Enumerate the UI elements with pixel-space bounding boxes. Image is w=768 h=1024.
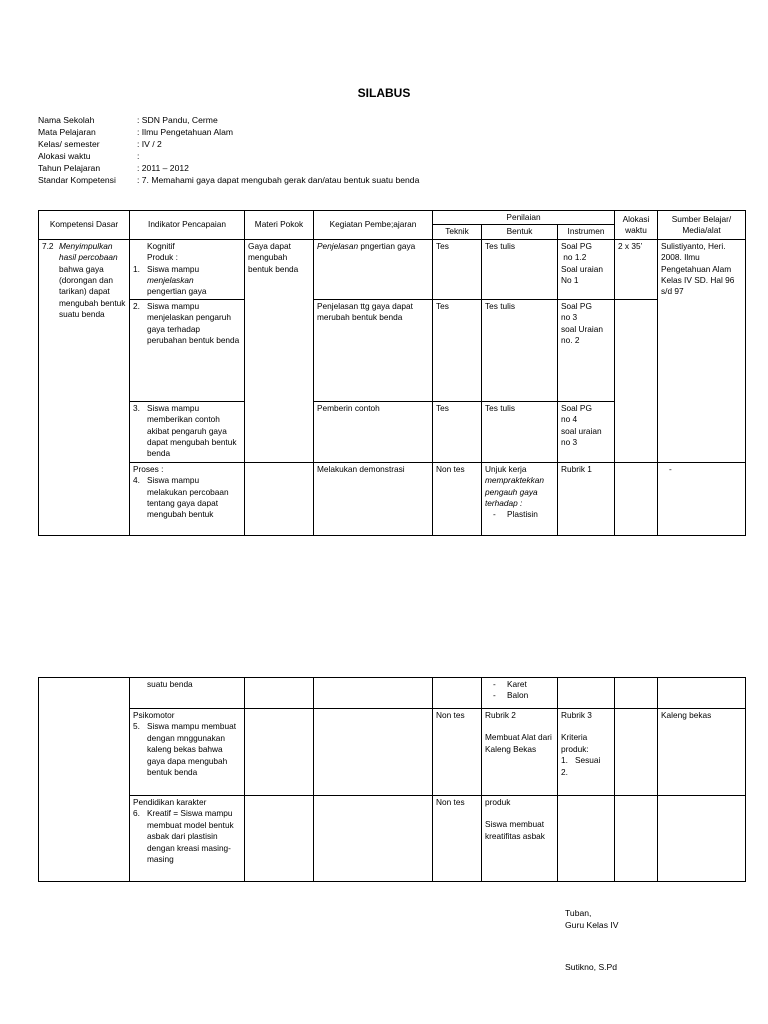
info-label: Standar Kompetensi <box>38 175 116 185</box>
table-row <box>39 678 746 709</box>
kegiatan-2: Penjelasan ttg gaya dapat merubah bentuk benda <box>314 299 433 401</box>
alokasi-2 <box>615 299 658 462</box>
instrumen-line: Soal uraian <box>561 263 603 274</box>
indicator-text: Siswa mampu menjelaskan pengaruh gaya terhadap perubahan bentuk benda <box>147 300 240 346</box>
info-value: : Ilmu Pengetahuan Alam <box>137 127 234 137</box>
indicator-number: 4. <box>133 475 140 486</box>
materi-5 <box>245 678 314 709</box>
indicator-number: 2. <box>133 300 140 311</box>
header-sumber-line2: Media/alat <box>682 224 721 235</box>
bentuk-title: Unjuk kerja <box>485 463 527 474</box>
kegiatan-1 <box>314 239 433 299</box>
syllabus-table-page-1 <box>38 210 746 536</box>
bentuk-1: Tes tulis <box>482 239 558 299</box>
instrumen-desc: Kriteria produk: <box>561 732 589 754</box>
instrumen-item: Sesuai <box>575 755 601 766</box>
instrumen-2 <box>558 299 615 401</box>
syllabus-table-page-2 <box>38 677 746 882</box>
alokasi-1: 2 x 35’ <box>615 239 658 299</box>
table-row <box>39 239 746 299</box>
header-sumber-line1: Sumber Belajar/ <box>671 213 732 224</box>
alokasi-5 <box>615 678 658 709</box>
indicator-group: Kognitif <box>147 240 175 251</box>
kd-italic: Menyimpulkan hasil percobaan <box>59 240 118 263</box>
kegiatan-rest: pngertian gaya <box>358 240 416 251</box>
indicator-text-c: pengertian gaya <box>147 286 207 297</box>
bentuk-3: Tes tulis <box>482 401 558 462</box>
header-alokasi <box>615 211 658 240</box>
materi-6 <box>245 709 314 796</box>
instrumen-line: no 1.2 <box>561 252 587 263</box>
indicator-group: Pendidikan karakter <box>133 797 207 807</box>
indicator-6 <box>130 796 245 882</box>
teknik-2: Tes <box>433 299 482 401</box>
info-value: : 7. Memahami gaya dapat mengubah gerak dan/atau bentuk suatu benda <box>137 175 420 185</box>
sumber-5 <box>658 678 746 709</box>
kegiatan-3: Pemberin contoh <box>314 401 433 462</box>
bentuk-title: produk <box>485 797 511 807</box>
indicator-text: Kreatif = Siswa mampu membuat model bentuk asbak dari plastisin dengan kreasi masing-masing <box>147 808 234 865</box>
sumber-6: Kaleng bekas <box>658 709 746 796</box>
info-value: : <box>137 151 140 161</box>
instrumen-3 <box>558 401 615 462</box>
indicator-number: 5. <box>133 721 140 732</box>
info-value: : IV / 2 <box>137 139 162 149</box>
instrumen-5 <box>558 678 615 709</box>
indicator-text: suatu benda <box>147 679 193 689</box>
materi-7 <box>245 796 314 882</box>
instrumen-6: Rubrik 3 Kriteria produk: 1. Sesuai 2. <box>558 709 615 796</box>
indicator-group: Proses : <box>133 463 164 474</box>
info-row-year <box>38 162 419 174</box>
bentuk-2: Tes tulis <box>482 299 558 401</box>
bentuk-item: Karet <box>507 679 527 689</box>
kd-number: 7.2 <box>42 240 54 251</box>
sumber-1: Sulistiyanto, Heri. 2008. Ilmu Pengetahuan Alam Kelas IV SD. Hal 96 s/d 97 <box>658 239 746 462</box>
instrumen-line: Soal PG <box>561 240 592 251</box>
instrumen-line: no. 2 <box>561 335 580 346</box>
sign-role: Guru Kelas IV <box>565 920 619 930</box>
kd-cell-continued <box>39 678 130 882</box>
sign-place: Tuban, <box>565 908 592 918</box>
info-row-school <box>38 114 419 126</box>
indicator-continued <box>130 678 245 709</box>
bentuk-7 <box>482 796 558 882</box>
sumber-dash: - <box>669 463 672 474</box>
kd-rest: bahwa gaya (dorongan dan tarikan) dapat mengubah bentuk suatu benda <box>59 263 126 320</box>
indicator-text: Siswa mampu memberikan contoh akibat pengaruh gaya dapat mengubah bentuk benda <box>147 402 237 459</box>
kd-cell <box>39 239 130 535</box>
info-label: Alokasi waktu <box>38 151 91 161</box>
header-alokasi-line1: Alokasi <box>622 213 650 224</box>
indicator-2 <box>130 299 245 401</box>
info-row-standard <box>38 174 419 186</box>
kegiatan-4: Melakukan demonstrasi <box>314 462 433 535</box>
instrumen-line: No 1 <box>561 275 579 286</box>
indicator-sub: Produk : <box>147 252 178 263</box>
table-row <box>39 796 746 882</box>
info-row-subject <box>38 126 419 138</box>
teknik-4: Non tes <box>433 462 482 535</box>
bentuk-4: Unjuk kerja mempraktekkan pengauh gaya terhadap : - Plastisin <box>482 462 558 535</box>
materi-cell: Gaya dapat mengubah bentuk benda <box>245 239 314 462</box>
sign-name: Sutikno, S.Pd <box>565 962 618 972</box>
bentuk-5: - Karet - Balon <box>482 678 558 709</box>
indicator-3 <box>130 401 245 462</box>
instrumen-1 <box>558 239 615 299</box>
bentuk-desc: Membuat Alat dari Kaleng Bekas <box>485 732 552 754</box>
info-label: Mata Pelajaran <box>38 127 96 137</box>
indicator-4 <box>130 462 245 535</box>
kegiatan-5 <box>314 678 433 709</box>
instrumen-4: Rubrik 1 <box>558 462 615 535</box>
instrumen-line: soal uraian <box>561 425 602 436</box>
teknik-1: Tes <box>433 239 482 299</box>
header-penilaian: Penilaian <box>433 211 615 225</box>
indicator-text-a: Siswa mampu <box>147 263 200 274</box>
alokasi-6 <box>615 709 658 796</box>
indicator-text: Siswa mampu membuat dengan mnggunakan kaleng bekas bahwa gaya dapa mengubah bentuk benda <box>147 721 236 778</box>
teknik-7: Non tes <box>433 796 482 882</box>
sumber-7 <box>658 796 746 882</box>
table-row <box>39 709 746 796</box>
instrumen-line: Soal PG <box>561 300 592 311</box>
identity-block <box>38 114 419 186</box>
instrumen-line: no 3 <box>561 437 578 448</box>
teknik-3: Tes <box>433 401 482 462</box>
instrumen-line: Soal PG <box>561 402 592 413</box>
indicator-number: 6. <box>133 808 140 819</box>
indicator-group: Psikomotor <box>133 710 175 720</box>
indicator-5 <box>130 709 245 796</box>
indicator-number: 1. <box>133 263 140 274</box>
bentuk-italic: mempraktekkan pengauh gaya terhadap : <box>485 475 545 509</box>
bentuk-title: Rubrik 2 <box>485 710 516 720</box>
kegiatan-6 <box>314 709 433 796</box>
header-sumber <box>658 211 746 240</box>
indicator-number: 3. <box>133 402 140 413</box>
info-row-class <box>38 138 419 150</box>
bentuk-item: Plastisin <box>507 509 538 520</box>
header-bentuk: Bentuk <box>482 225 558 239</box>
info-label: Nama Sekolah <box>38 115 95 125</box>
table-row <box>39 462 746 535</box>
header-teknik: Teknik <box>433 225 482 239</box>
alokasi-7 <box>615 796 658 882</box>
info-label: Tahun Pelajaran <box>38 163 101 173</box>
alokasi-4 <box>615 462 658 535</box>
instrumen-line: no 4 <box>561 414 578 425</box>
bentuk-item: Balon <box>507 690 529 701</box>
materi-4 <box>245 462 314 535</box>
table-row <box>39 299 746 401</box>
instrumen-line: no 3 <box>561 312 578 323</box>
info-value: : SDN Pandu, Cerme <box>137 115 218 125</box>
info-row-time <box>38 150 419 162</box>
instrumen-title: Rubrik 3 <box>561 710 592 720</box>
instrumen-line: soal Uraian <box>561 323 603 334</box>
indicator-text-b: menjelaskan <box>147 275 194 286</box>
indicator-text: Siswa mampu melakukan percobaan tentang gaya dapat mengubah bentuk <box>147 475 229 520</box>
teknik-5 <box>433 678 482 709</box>
header-alokasi-line2: waktu <box>625 224 647 235</box>
bentuk-6 <box>482 709 558 796</box>
teknik-6: Non tes <box>433 709 482 796</box>
instrumen-7 <box>558 796 615 882</box>
sumber-4 <box>658 462 746 535</box>
bentuk-desc: Siswa membuat kreatifitas asbak <box>485 819 545 841</box>
header-kompetensi: Kompetensi Dasar <box>39 211 130 240</box>
header-instrumen: Instrumen <box>558 225 615 239</box>
kegiatan-italic: Penjelasan <box>317 240 359 251</box>
header-indikator: Indikator Pencapaian <box>130 211 245 240</box>
page-title: SILABUS <box>357 86 411 100</box>
indicator-1 <box>130 239 245 299</box>
signature-block <box>565 907 619 973</box>
header-kegiatan: Kegiatan Pembe;ajaran <box>314 211 433 240</box>
header-materi: Materi Pokok <box>245 211 314 240</box>
info-label: Kelas/ semester <box>38 139 100 149</box>
kegiatan-7 <box>314 796 433 882</box>
info-value: : 2011 – 2012 <box>137 163 189 173</box>
